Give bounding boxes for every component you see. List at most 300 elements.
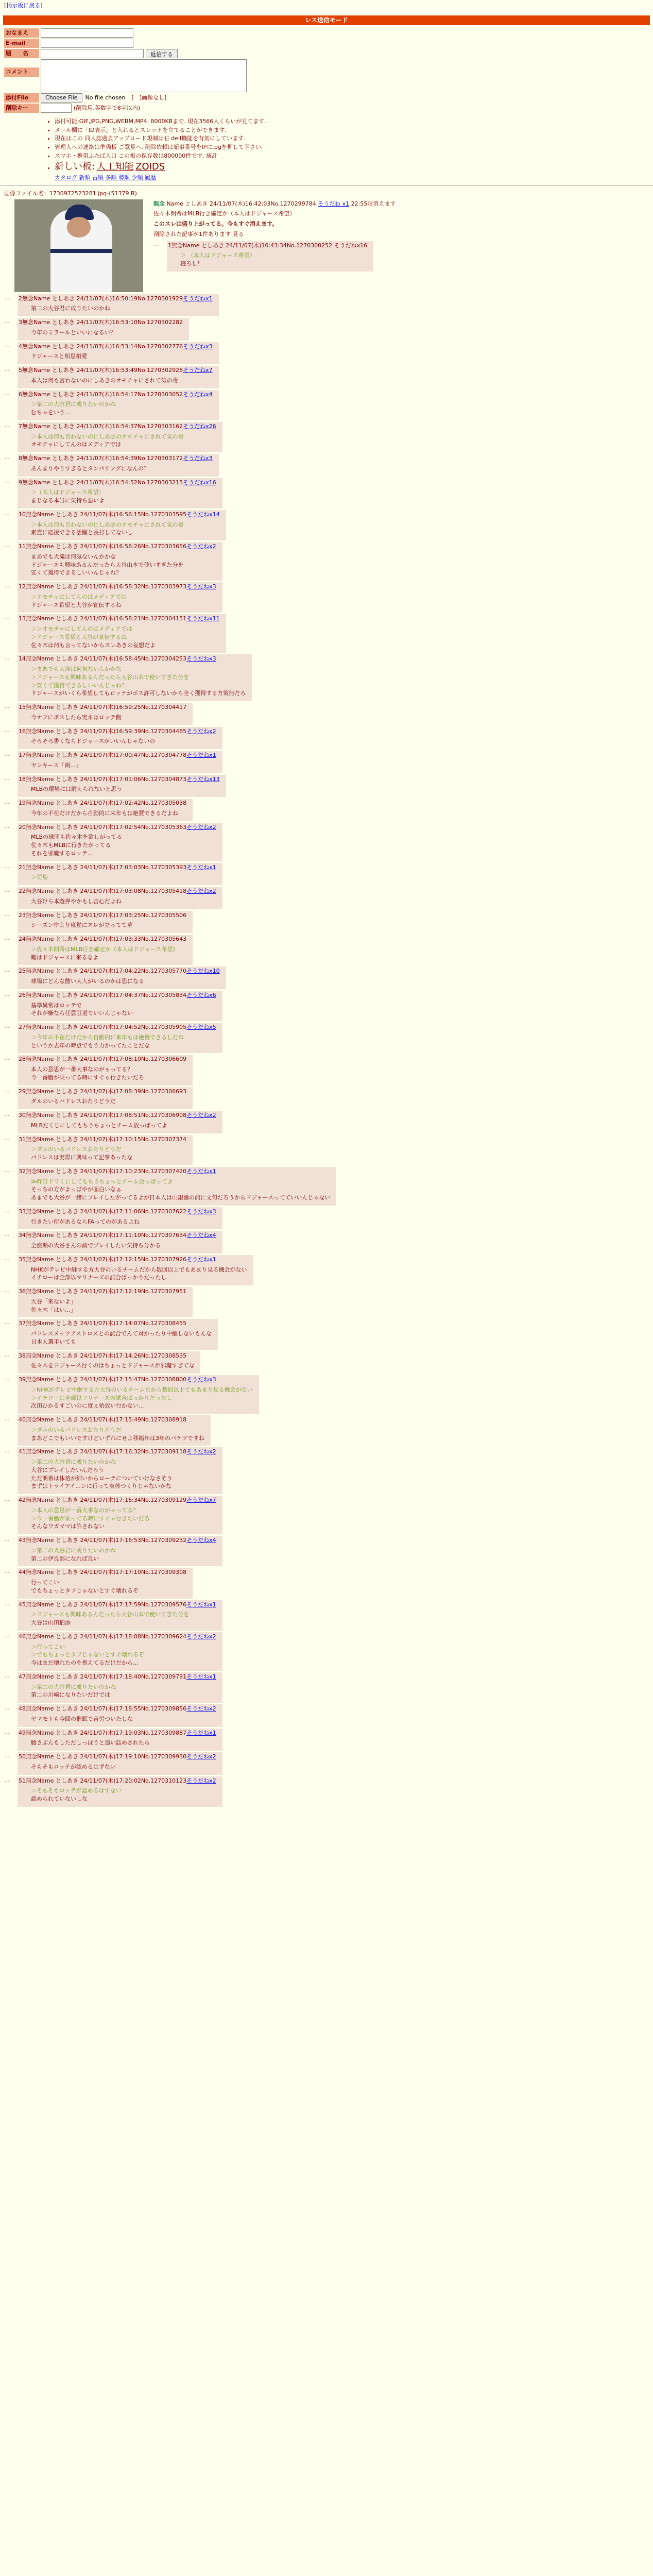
reply-post: [4, 751, 649, 773]
reply-indent: …: [4, 1415, 10, 1422]
reply-post: [4, 1447, 649, 1494]
top-nav: [掲示板に戻る]: [4, 2, 43, 9]
notice-item: • 現在はこの 同人誌過去アップロード規制は右 dell機能を有効にしています.: [55, 135, 653, 142]
reply-header: [19, 1448, 216, 1455]
reply-header: [19, 391, 213, 398]
reply-header: 1無念Name としあき 24/11/07(木)16:43:34No.1270300252 そうだねx16: [168, 242, 368, 249]
comment-textarea[interactable]: [41, 59, 247, 92]
reply-header: [19, 319, 183, 326]
reply-header: [19, 824, 216, 831]
reply-text: 素直に応援できる活躍と長打してないし: [31, 529, 133, 536]
op-text-line: 佐々木朗希はMLB行き確定か（本人はドジャース希望）: [153, 210, 296, 217]
reply-header: [19, 343, 213, 350]
post-form: [4, 28, 313, 113]
reply-quote: ＞今年の不在だけだから自動的に来年もは絶賛できるしだね: [31, 1033, 184, 1041]
sodane-button[interactable]: そうだねx1: [186, 1256, 216, 1263]
reply-post: [4, 1055, 649, 1085]
reply-post: [4, 1023, 649, 1053]
comment-label: コメント: [4, 67, 39, 77]
no-image-option[interactable]: [ ]画像なし]: [131, 94, 167, 101]
reply-text: 今一番脂が乗ってる時にすぐゃ行きたいだろ: [31, 1074, 144, 1081]
reply-indent: …: [4, 582, 10, 589]
reply-post: [4, 727, 649, 750]
reply-post: [4, 911, 649, 934]
reply-meta: 21無念Name としあき 24/11/07(木)17:03:03No.1270305393: [19, 863, 187, 871]
notice-item: • 添付可能:GIF,JPG,PNG,WEBM,MP4. 8000KBまで. 現在3566人くらいが見てます.: [55, 118, 653, 125]
reply-meta: 38無念Name としあき 24/11/07(木)17:14:26No.1270308535: [19, 1352, 187, 1359]
reply-header: [19, 800, 186, 807]
reply-text: 安くて獲得できるしいいんじゃね？: [31, 569, 122, 577]
reply-indent: …: [4, 1166, 10, 1174]
reply-text: 第二の川崎になりたいだけでは: [31, 1691, 110, 1699]
reply-indent: …: [4, 1023, 10, 1029]
reply-header: [19, 888, 216, 895]
reply-text: 行きたい所があるならFAってのがあるよね: [31, 1218, 140, 1225]
reply-meta: 32無念Name としあき 24/11/07(木)17:10:23No.1270307420: [19, 1167, 187, 1175]
sodane-button[interactable]: そうだねx10: [186, 968, 220, 975]
sodane-button[interactable]: そうだねx2: [186, 1753, 216, 1760]
reply-indent: …: [4, 510, 10, 517]
reply-meta: 17無念Name としあき 24/11/07(木)17:00:47No.1270304778: [19, 752, 187, 758]
reply-quote: ＞イチローは全部以マリナーズの試合ばっかりだったし: [31, 1394, 173, 1401]
sodane-button[interactable]: そうだねx3: [183, 343, 213, 350]
reply-text: 第二の伊良部になれば良い: [31, 1555, 99, 1562]
reply-indent: …: [4, 1087, 10, 1094]
reply-header: [19, 1601, 216, 1608]
reply-quote: ＞まあでも大滝は何気ないんかかな: [31, 666, 122, 672]
reply-header: [19, 1705, 216, 1713]
sodane-button[interactable]: そうだねx2: [186, 1633, 216, 1640]
reply-meta: 15無念Name としあき 24/11/07(木)16:59:25No.1270304417: [19, 704, 187, 710]
reply-indent: …: [4, 318, 10, 325]
sodane-button[interactable]: そうだねx2: [186, 727, 216, 735]
reply-header: [19, 367, 213, 374]
reply-text: ヤマモトも今回の催眠で苦労ついたしな: [31, 1715, 133, 1722]
reply-meta: 9無念Name としあき 24/11/07(木)16:54:52No.1270303215: [19, 479, 183, 486]
reply-indent: …: [4, 542, 10, 549]
reply-text: 本人は何も言わないのにしあきのオモチャにされて気の毒: [31, 377, 178, 384]
reply-indent: …: [4, 478, 10, 485]
reply-indent: …: [4, 799, 10, 805]
reply-header: [19, 704, 186, 711]
reply-indent: …: [4, 1632, 10, 1639]
reply-post: [4, 1255, 649, 1285]
reply-quote: ＞行ってこい: [31, 1643, 65, 1650]
reply-post: [4, 614, 649, 653]
sodane-button[interactable]: そうだねx4: [183, 391, 213, 398]
reply-quote: ＞（本人はドジャース希望）: [31, 489, 105, 496]
sodane-button[interactable]: そうだねx14: [186, 511, 220, 518]
reply-post: [4, 390, 649, 420]
reply-meta: 24無念Name としあき 24/11/07(木)17:03:33No.1270305643: [19, 936, 187, 942]
reply-meta: 29無念Name としあき 24/11/07(木)17:08:39No.1270306693: [19, 1088, 187, 1095]
reply-quote: ＞ダルのいるパドレスおたりどうだ: [31, 1426, 122, 1433]
reply-meta: 6無念Name としあき 24/11/07(木)16:54:17No.1270303052: [19, 391, 183, 398]
reply-header: [19, 1497, 216, 1504]
reply-post: [4, 967, 649, 989]
reply-meta: 48無念Name としあき 24/11/07(木)17:18:55No.1270309856: [19, 1705, 187, 1712]
reply-text: 佐々木は何も言ってないからスレあきの妄想だよ: [31, 641, 156, 649]
reply-indent: …: [4, 990, 10, 997]
sodane-button[interactable]: そうだねx2: [186, 1448, 216, 1455]
reply-quote: ＞＞オモチャにしてんのはメディアでは: [31, 625, 133, 632]
reply-text: それを邪魔するロッテ...: [31, 850, 93, 857]
reply-quote: ＞オモチャにしてんのはメディアでは: [31, 593, 127, 600]
reply-quote: ＞ （本人はドジャース希望）: [180, 252, 255, 259]
reply-post: [4, 1319, 649, 1349]
reply-text: 次田ひかるすごいのに度ぇ殆放い行かない...: [31, 1402, 144, 1410]
choose-file-button[interactable]: Choose File: [41, 93, 82, 103]
reply-post: [4, 1111, 649, 1133]
reply-header: [19, 615, 220, 622]
file-status: No file chosen: [85, 94, 126, 101]
reply-meta: 39無念Name としあき 24/11/07(木)17:15:47No.1270308800: [19, 1376, 187, 1383]
reply-text: 球場にどんな酷い大人がいるのかは恐になる: [31, 978, 144, 985]
op-name: 無念: [153, 200, 165, 207]
reply-meta: 7無念Name としあき 24/11/07(木)16:54:37No.1270303162: [19, 422, 183, 430]
subject-label: 題 名: [4, 49, 39, 58]
reply-text: NHKがテレビ中継する方大谷のいるチームだから数回以上でもあまり見る機会がない: [31, 1266, 247, 1273]
reply-header: [19, 1569, 186, 1576]
reply-quote: ＞ドジャースも興味あるんだったら大谷山本で使いすぎた分を: [31, 673, 190, 681]
reply-text: 大谷は山田伯添: [31, 1619, 71, 1626]
reply-meta: 25無念Name としあき 24/11/07(木)17:04:22No.1270305770: [19, 968, 187, 975]
reply-text: シーズン中より寝覚にスレが立ってて草: [31, 922, 133, 929]
name-label: おなまえ: [4, 28, 39, 38]
reply-header: [19, 1168, 330, 1175]
reply-header: [19, 1088, 186, 1095]
reply-indent: …: [4, 366, 10, 372]
reply-text: 本人の意思が一番大事なのがゃってる？: [31, 1066, 133, 1073]
reply-meta: 36無念Name としあき 24/11/07(木)17:12:19No.1270307951: [19, 1288, 187, 1295]
reply-meta: 45無念Name としあき 24/11/07(木)17:17:59No.1270309576: [19, 1601, 187, 1608]
sodane-button[interactable]: そうだねx13: [186, 775, 220, 783]
reply-meta: 5無念Name としあき 24/11/07(木)16:53:49No.1270302928: [19, 367, 183, 374]
reply-post: [4, 1087, 649, 1110]
reply-indent: …: [4, 1704, 10, 1711]
name-input[interactable]: [41, 28, 133, 38]
op-sodane-button[interactable]: そうだね x1: [318, 200, 350, 207]
reply-quote: ＞安くて獲得できるしいいんじゃね？: [31, 682, 127, 689]
reply-text: というか去年の時点でもう力かってたことだな: [31, 1042, 150, 1049]
reply-indent: …: [4, 862, 10, 870]
reply-post: [4, 478, 649, 509]
reply-indent: …: [4, 614, 10, 621]
reply-post: [4, 1207, 649, 1230]
reply-quote: ≫昨日ドリくにしてもちうちょっとチーム放っぱってよ: [31, 1178, 173, 1185]
reply-list: [4, 278, 649, 1807]
catalog-links[interactable]: カタログ 新順 古順 多順 勢順 少順 履歴: [55, 174, 156, 181]
reply-indent: …: [4, 967, 10, 974]
reply-quote: ＞本人の意思が一番大事なのがゃってる？: [31, 1506, 139, 1514]
reply-post: [4, 1167, 649, 1206]
reply-header: [19, 864, 216, 871]
reply-meta: 44無念Name としあき 24/11/07(木)17:17:10No.1270309308: [19, 1569, 187, 1576]
reply-indent: …: [4, 822, 10, 829]
reply-meta: 30無念Name としあき 24/11/07(木)17:08:51No.1270306908: [19, 1112, 187, 1118]
reply-header: [19, 655, 246, 663]
reply-quote: ＞児島: [31, 874, 48, 881]
reply-header: [19, 1537, 216, 1544]
reply-quote: ＞第二の大谷君に成りたいのかね: [31, 401, 116, 408]
new-board-prefix: 新しい板:: [55, 161, 95, 172]
reply-indent: …: [4, 1111, 10, 1117]
new-board-link-ai[interactable]: 人工知能: [96, 161, 134, 172]
reply-post: [4, 799, 649, 821]
sodane-button[interactable]: そうだねx3: [186, 655, 216, 663]
reply-indent: …: [4, 1207, 10, 1214]
reply-text: 基準異常はロッテで: [31, 1002, 82, 1009]
reply-indent: …: [4, 910, 10, 918]
reply-post: [4, 1536, 649, 1566]
reply-indent: …: [4, 1319, 10, 1326]
reply-post: [4, 1287, 649, 1317]
reply-text: そんなワガママは許されない: [31, 1523, 105, 1530]
reply-text: パドレスメッツアストロズとの試合でんて対かったり中継しないもんな: [31, 1330, 212, 1337]
sodane-button[interactable]: そうだねx1: [186, 752, 216, 758]
reply-indent: …: [4, 1375, 10, 1382]
sodane-button[interactable]: そうだねx1: [186, 1673, 216, 1680]
reply-text: あまでも大谷が一緒にプレイしたがってるよが日本人は山銀歯の前に文句だろうからドジャースってていいんじゃない: [31, 1194, 331, 1201]
reply-meta: 10無念Name としあき 24/11/07(木)16:56:15No.1270303595: [19, 511, 187, 518]
reply-text: まあでも大滝は何気ないんかかな: [31, 553, 116, 560]
reply-header: [19, 1112, 216, 1119]
reply-indent: …: [4, 1568, 10, 1575]
sodane-button[interactable]: そうだねx1: [183, 295, 213, 302]
sodane-button[interactable]: そうだねx3: [183, 455, 213, 462]
reply-mode-bar: レス送信モード: [3, 15, 650, 25]
sodane-button[interactable]: そうだねx2: [186, 1777, 216, 1784]
reply-indent: …: [4, 1351, 10, 1358]
reply-quote: ＞ドジャースも興味あるんだったら大谷山本で使いすぎた分を: [31, 1611, 190, 1618]
sodane-button[interactable]: そうだねx3: [186, 583, 216, 590]
op-meta: Name としあき 24/11/07(木)16:42:03No.1270299784: [166, 200, 316, 207]
reply-indent: …: [4, 1728, 10, 1735]
new-board-link-zoids[interactable]: ZOIDS: [135, 161, 165, 172]
sodane-button[interactable]: そうだねx4: [186, 1232, 216, 1239]
sodane-button[interactable]: そうだねx7: [186, 1497, 216, 1503]
reply-post: [4, 1135, 649, 1165]
reply-text: 腰さぶんもしただしっぽうと追い詰めされたら: [31, 1739, 150, 1747]
reply-text: MLBだくじにしてもちうちょっとチーム放っぱってよ: [31, 1122, 168, 1129]
reply-header: [19, 992, 216, 999]
reply-meta: 16無念Name としあき 24/11/07(木)16:59:39No.1270304485: [19, 727, 187, 735]
reply-post: [4, 935, 649, 965]
op-text-line: このスレは盛り上がってる。今もすぐ消えます。: [153, 221, 278, 227]
reply-post: [4, 887, 649, 909]
reply-post: [4, 542, 649, 581]
reply-quote: ＞NHKがテレビ中継する方大谷のいるチームだから数回以上でもあまり見る機会がない: [31, 1386, 253, 1393]
reply-meta: 13無念Name としあき 24/11/07(木)16:58:21No.1270304151: [19, 615, 187, 622]
reply-text: 今はまだ壊れたのを抱えてるだけだから…: [31, 1659, 139, 1666]
reply-post: [4, 1568, 649, 1598]
reply-text: そろそろ書くならドジャースがいいんじゃないの: [31, 738, 156, 745]
reply-header: [19, 1416, 204, 1423]
subject-input[interactable]: [41, 49, 144, 58]
reply-indent: …: [4, 1776, 10, 1783]
reply-text: 大谷にプレイしたいんだろう: [31, 1466, 105, 1473]
reply-header: [19, 583, 216, 590]
submit-reply-button[interactable]: 返信する: [146, 49, 178, 58]
reply-post: [4, 1728, 649, 1751]
reply-text: あんまりやりすぎるとタンパリングになんの？: [31, 465, 150, 472]
reply-meta: 41無念Name としあき 24/11/07(木)17:16:32No.1270309118: [19, 1448, 187, 1455]
sodane-button[interactable]: そうだねx2: [186, 888, 216, 894]
reply-post: [4, 366, 649, 388]
reply-indent: …: [4, 887, 10, 893]
notice-list: [49, 118, 653, 181]
reply-indent: …: [4, 1255, 10, 1262]
reply-post: [4, 1632, 649, 1671]
reply-text: まじなる本当に気持ち悪いよ: [31, 497, 105, 504]
reply-header: [19, 1673, 216, 1681]
reply-text: ヤンキース「朗…」: [31, 761, 82, 769]
sodane-button[interactable]: そうだねx1: [186, 1601, 216, 1608]
reply-meta: 20無念Name としあき 24/11/07(木)17:02:54No.1270305363: [19, 823, 187, 831]
op-image-filename[interactable]: 画像ファイル名：1730972523281.jpg-(51379 B): [4, 190, 137, 197]
sodane-button[interactable]: そうだねx1: [186, 1167, 216, 1175]
reply-indent: …: [4, 774, 10, 782]
new-board-item: [55, 161, 653, 173]
reply-post: [4, 1704, 649, 1727]
reply-header: [19, 776, 220, 783]
reply-text: 行ってこい: [31, 1579, 59, 1586]
reply-text: そもそもロッテが認めるはずない: [31, 1763, 116, 1770]
reply-post: [4, 422, 649, 452]
reply-post: [4, 1672, 649, 1703]
op-text-line: 削除された記事が1件あります 見る: [153, 230, 244, 238]
reply-header: [19, 479, 216, 486]
reply-indent: …: [4, 726, 10, 734]
sodane-button[interactable]: そうだねx7: [183, 367, 213, 374]
back-to-board-link[interactable]: 掲示板に戻る: [6, 2, 41, 9]
reply-header: [19, 1352, 194, 1360]
sodane-button[interactable]: そうだねx2: [186, 1705, 216, 1712]
reply-meta: 18無念Name としあき 24/11/07(木)17:01:06No.1270304873: [19, 775, 187, 783]
email-input[interactable]: [41, 39, 133, 48]
sodane-button[interactable]: そうだねx2: [186, 823, 216, 831]
reply-header: [19, 423, 216, 430]
reply-text: 今年の不在だけだから自動的に来年もは絶賛できるだよね: [31, 809, 178, 817]
sodane-button[interactable]: そうだねx26: [183, 422, 216, 430]
reply-text: MLBの環境には耐えられないと思う: [31, 786, 123, 793]
reply-quote: ＞今一番脂が乗ってる時にすぐゃ行きたいだろ: [31, 1515, 150, 1522]
reply-post: [4, 1415, 649, 1446]
reply-text: 難はドジャースに来るなよ: [31, 954, 99, 961]
reply-text: イチローは全部以マリナーズの試合ばっかりだったし: [31, 1274, 167, 1281]
reply-meta: 46無念Name としあき 24/11/07(木)17:18:08No.1270309624: [19, 1633, 187, 1640]
reply-text: そっちの方がよっぽやが面白いなぁ: [31, 1186, 122, 1193]
sodane-button[interactable]: そうだねx16: [183, 479, 216, 486]
sodane-button[interactable]: そうだねx4: [186, 1537, 216, 1544]
reply-header: [19, 936, 186, 943]
op-expire: 22:55頃消えます: [351, 200, 396, 207]
reply-indent: …: [4, 421, 10, 429]
delkey-input[interactable]: [41, 104, 72, 113]
sodane-button[interactable]: そうだねx3: [186, 1208, 216, 1215]
reply-post: [4, 654, 649, 701]
reply-meta: 43無念Name としあき 24/11/07(木)17:16:53No.1270309232: [19, 1537, 187, 1544]
delkey-label: 削除キー: [4, 104, 39, 113]
reply-text: 寝ろし！: [180, 260, 203, 267]
reply-indent: …: [4, 342, 10, 349]
reply-post: [4, 1231, 649, 1253]
sodane-button[interactable]: そうだねx1: [186, 863, 216, 871]
reply-header: [19, 1024, 216, 1031]
reply-meta: 8無念Name としあき 24/11/07(木)16:54:39No.1270303172: [19, 455, 183, 462]
reply-meta: 14無念Name としあき 24/11/07(木)16:58:45No.1270304253: [19, 655, 187, 663]
reply-meta: 11無念Name としあき 24/11/07(木)16:56:26No.1270303656: [19, 543, 187, 550]
reply-quote: ＞第二の大谷君に成りたいのかね: [31, 1547, 116, 1554]
sodane-button[interactable]: そうだねx2: [186, 543, 216, 550]
reply-meta: 40無念Name としあき 24/11/07(木)17:15:49No.1270308918: [19, 1416, 187, 1423]
reply-meta: 49無念Name としあき 24/11/07(木)17:19:03No.1270309887: [19, 1729, 187, 1736]
reply-post: … 1無念Name としあき 24/11/07(木)16:43:34No.1270300252 そうだねx16 ＞ （本人はドジャース希望） 寝ろし！: [153, 241, 644, 272]
reply-post: [4, 1752, 649, 1775]
reply-text: ドジャースと相思相愛: [31, 353, 88, 360]
reply-text: MLBの球団も佐々木を欲しがってる: [31, 834, 123, 841]
reply-meta: 31無念Name としあき 24/11/07(木)17:10:15No.1270307374: [19, 1136, 187, 1143]
reply-header: [19, 968, 220, 975]
sodane-button[interactable]: そうだねx1: [186, 1729, 216, 1736]
reply-text: 第二の大谷君に成りたいのかね: [31, 305, 110, 312]
reply-post: [4, 1776, 649, 1807]
reply-post: [4, 318, 649, 341]
reply-text: 全盛期の大谷さんの前でプレイしたい気持ち分かる: [31, 1242, 161, 1249]
reply-post: [4, 454, 649, 477]
sodane-button[interactable]: そうだねx3: [186, 1376, 216, 1383]
reply-header: [19, 1376, 253, 1383]
reply-header: [19, 1320, 212, 1327]
reply-text: ドジャースがいくら希望してもロッテがポス許可しないから全く獲得する方策無だろ: [31, 690, 246, 697]
reply-header: [19, 1208, 216, 1215]
sodane-button[interactable]: そうだねx2: [186, 1112, 216, 1118]
sodane-button[interactable]: そうだねx11: [186, 615, 220, 622]
reply-header: [19, 295, 213, 302]
catalog-links-item: [55, 174, 653, 181]
reply-indent: …: [4, 1287, 10, 1294]
op-thumbnail-image[interactable]: [14, 199, 143, 292]
sodane-button[interactable]: そうだねx6: [186, 991, 216, 998]
reply-meta: 42無念Name としあき 24/11/07(木)17:16:34No.1270309129: [19, 1497, 187, 1503]
reply-indent: …: [4, 751, 10, 757]
reply-text: 大谷「来ないよ」: [31, 1298, 76, 1305]
reply-indent: …: [4, 389, 10, 397]
reply-text: パドレスは実際に興味って記事あったな: [31, 1154, 133, 1161]
thread: [0, 190, 653, 1807]
reply-quote: ＞でもちょっとタフじゃないとすぐ壊れるぞ: [31, 1651, 144, 1658]
reply-text: ただ朗希は体格が細いからローテについていけなさそう: [31, 1475, 173, 1482]
reply-meta: 26無念Name としあき 24/11/07(木)17:04:37No.1270305834: [19, 991, 187, 998]
sodane-button[interactable]: そうだねx5: [186, 1024, 216, 1030]
reply-text: オモチャにしてんのはメディアでは: [31, 441, 122, 448]
reply-post: [4, 991, 649, 1021]
reply-post: [4, 510, 649, 540]
reply-text: 認められていないしな: [31, 1795, 88, 1802]
reply-meta: 12無念Name としあき 24/11/07(木)16:58:32No.1270303973: [19, 583, 187, 590]
notice-item: • スマホ・携帯ふたば入口 この板の保存数は800000件です. 統計: [55, 152, 653, 160]
reply-header: [19, 728, 216, 735]
reply-text: まずはトライアイ...ンに行って身体つくりじゃないかな: [31, 1483, 171, 1490]
reply-quote: ＞ドジャース希望と大谷が宣伝するね: [31, 633, 127, 640]
reply-meta: 35無念Name としあき 24/11/07(木)17:12:15No.1270307926: [19, 1256, 187, 1263]
reply-header: [19, 455, 213, 462]
reply-header: [19, 543, 216, 550]
reply-indent: …: [4, 1134, 10, 1142]
reply-header: [19, 1288, 186, 1295]
reply-post: [4, 823, 649, 861]
reply-text: 日本人選手いても: [31, 1338, 76, 1345]
